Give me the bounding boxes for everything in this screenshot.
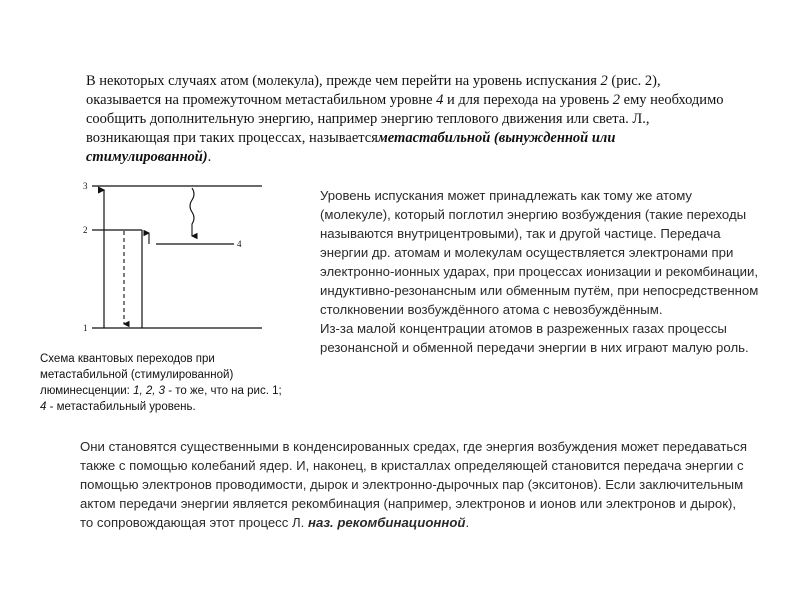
right-paragraph-1: Уровень испускания может принадлежать как тому же атому (молекуле), который поглотил энергию возбуждения (такие переходы называются внутрицентровыми), так и другой частице. Передача энергии др. атомам и молекулам осуществляется электронами при электронно-ионных ударах, при процессах ионизации и рекомбинации, индуктивно-резонансным или обменным путём, при непосредственном столкновении возбуждённого атома с невозбуждённым. bbox=[320, 188, 759, 317]
intro-paragraph bbox=[86, 72, 726, 167]
intro-level-2b: 2 bbox=[612, 92, 621, 108]
bottom-text-1: Они становятся существенными в конденсированных средах, где энергия возбуждения может передаваться также с помощью колебаний ядер. И, наконец, в кристаллах определяющей становится передача энергии с помощью электронов проводимости, дырок и электронно-дырочных пар (экситонов). Если заключительным актом передачи энергии является рекомбинация (например, электронов и ионов или электронов и дырок), то сопровождающая этот процесс Л. bbox=[80, 439, 747, 530]
intro-level-4: 4 bbox=[436, 92, 444, 108]
level-2-label: 2 bbox=[83, 225, 88, 235]
caption-text-3: - метастабильный уровень. bbox=[46, 401, 196, 413]
level-4-label: 4 bbox=[237, 239, 242, 249]
caption-text-2: - то же, что на рис. 1; bbox=[165, 385, 282, 397]
intro-text-5: . bbox=[207, 149, 212, 165]
caption-text-1: Схема квантовых переходов при метастабильной (стимулированной) люминесценции: bbox=[40, 353, 234, 397]
intro-text-4: ему необходимо сообщить дополнительную энергию, например энергию теплового движения или света. Л., возникающая при таких процессах, называется bbox=[86, 92, 724, 146]
intro-text-3: и для перехода на уровень bbox=[443, 92, 613, 108]
intro-text-1: В некоторых случаях атом (молекула), прежде чем перейти на уровень испускания bbox=[86, 73, 601, 89]
caption-nums: 1, 2, 3 bbox=[133, 385, 166, 397]
level-3-label: 3 bbox=[83, 181, 88, 191]
bottom-text-2: . bbox=[465, 515, 470, 530]
level-1-label: 1 bbox=[83, 323, 88, 333]
wavy-transition bbox=[190, 188, 194, 236]
intro-term: метастабильной (вынужденной или стимулированной) bbox=[86, 130, 616, 165]
energy-level-diagram bbox=[72, 176, 272, 344]
right-text-block bbox=[320, 186, 760, 357]
right-paragraph-2: Из-за малой концентрации атомов в разреженных газах процессы резонансной и обменной передачи энергии в них играют малую роль. bbox=[320, 321, 749, 355]
bottom-term: наз. рекомбинационной bbox=[308, 515, 466, 530]
bottom-paragraph bbox=[80, 437, 750, 532]
caption-n4: 4 bbox=[40, 401, 47, 413]
intro-text-2: (рис. 2), оказывается на промежуточном метастабильном уровне bbox=[86, 73, 661, 108]
intro-level-2: 2 bbox=[600, 73, 608, 89]
diagram-caption bbox=[40, 351, 290, 415]
